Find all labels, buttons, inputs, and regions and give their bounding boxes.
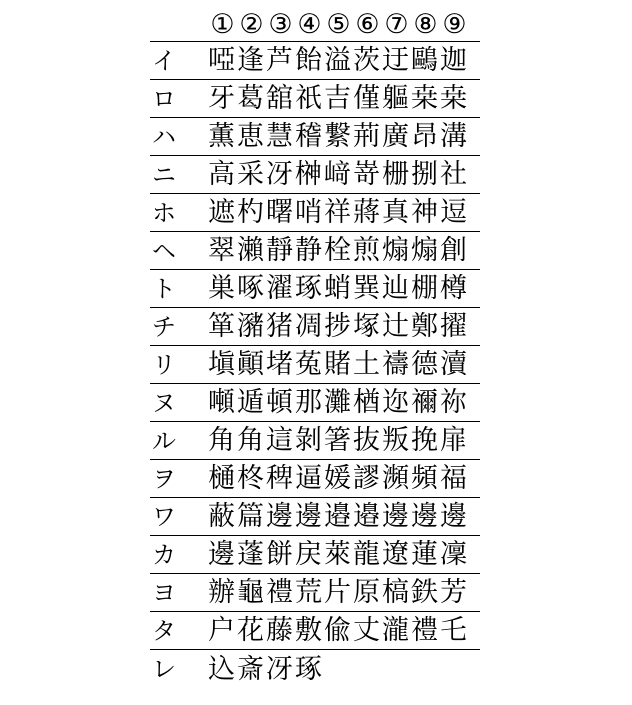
row-characters: 遮杓曙哨祥蔣真神逗 (208, 197, 469, 228)
row-characters: 薫恵慧稽繋荊廣昂溝 (208, 121, 469, 152)
table-row (150, 536, 480, 574)
table-row (150, 80, 480, 118)
row-label: カ (152, 540, 176, 569)
table-row (150, 346, 480, 384)
row-label: ル (152, 426, 176, 455)
table-row (150, 650, 480, 688)
table-row (150, 270, 480, 308)
kanji-variant-table (150, 8, 480, 688)
table-row (150, 460, 480, 498)
table-row (150, 194, 480, 232)
table-row (150, 384, 480, 422)
column-number: ③ (268, 9, 293, 40)
table-row (150, 232, 480, 270)
column-number: ⑨ (442, 9, 467, 40)
row-label: ニ (152, 160, 176, 189)
column-number: ⑥ (355, 9, 380, 40)
column-number: ⑧ (413, 9, 438, 40)
row-label: イ (152, 46, 176, 75)
row-characters: 高采冴榊﨑嵜栅捌社 (208, 159, 469, 190)
column-number: ① (210, 9, 235, 40)
table-row (150, 308, 480, 346)
row-characters: 邊蓬餅戻萊龍遼蓮凜 (208, 539, 469, 570)
row-label: タ (152, 616, 176, 645)
row-label: リ (152, 350, 176, 379)
row-characters: 込斎冴琢 (208, 653, 324, 685)
row-label: ロ (152, 84, 176, 113)
row-label: チ (152, 312, 176, 341)
row-label: ト (152, 274, 176, 303)
row-label: ワ (152, 502, 176, 531)
row-characters: 角角這剝箸抜叛挽扉 (208, 425, 469, 456)
column-number: ⑤ (326, 9, 351, 40)
column-number-header (150, 8, 480, 42)
row-characters: 箪瀦猪凋捗塚辻鄭擢 (208, 311, 469, 342)
row-label: ヲ (152, 464, 176, 493)
table-row (150, 612, 480, 650)
row-characters: 噸遁頓那灘楢迩禰祢 (208, 387, 469, 418)
row-label: ハ (152, 122, 176, 151)
table-row (150, 42, 480, 80)
row-label: レ (152, 655, 176, 683)
row-characters: 翠瀨靜静栓煎煽煽創 (208, 235, 469, 266)
row-characters: 塡顚堵菟賭土禱德瀆 (208, 349, 469, 380)
table-row (150, 422, 480, 460)
column-number: ④ (297, 9, 322, 40)
row-characters: 户花藤敷偸丈瀧禮乇 (208, 615, 469, 646)
table-row (150, 498, 480, 536)
row-label: ヌ (152, 388, 176, 417)
row-characters: 啞逢芦飴溢茨迂鷗迦 (208, 45, 469, 76)
row-characters: 樋柊稗逼媛謬瀕頻福 (208, 463, 469, 494)
table-row (150, 156, 480, 194)
row-label: ヨ (152, 578, 176, 607)
row-label: ヘ (152, 236, 176, 265)
table-row (150, 574, 480, 612)
column-number: ② (239, 9, 264, 40)
table-row (150, 118, 480, 156)
column-number: ⑦ (384, 9, 409, 40)
row-characters: 牙葛舘祇吉僅軀桒桒 (208, 83, 469, 114)
row-characters: 巣啄濯琢蛸巽辿棚樽 (208, 273, 469, 304)
row-characters: 辦龜禮荒片原槁鉄芳 (208, 577, 469, 608)
row-characters: 蔽篇邊邊邉邉邊邊邊 (208, 501, 469, 532)
row-label: ホ (152, 198, 176, 227)
